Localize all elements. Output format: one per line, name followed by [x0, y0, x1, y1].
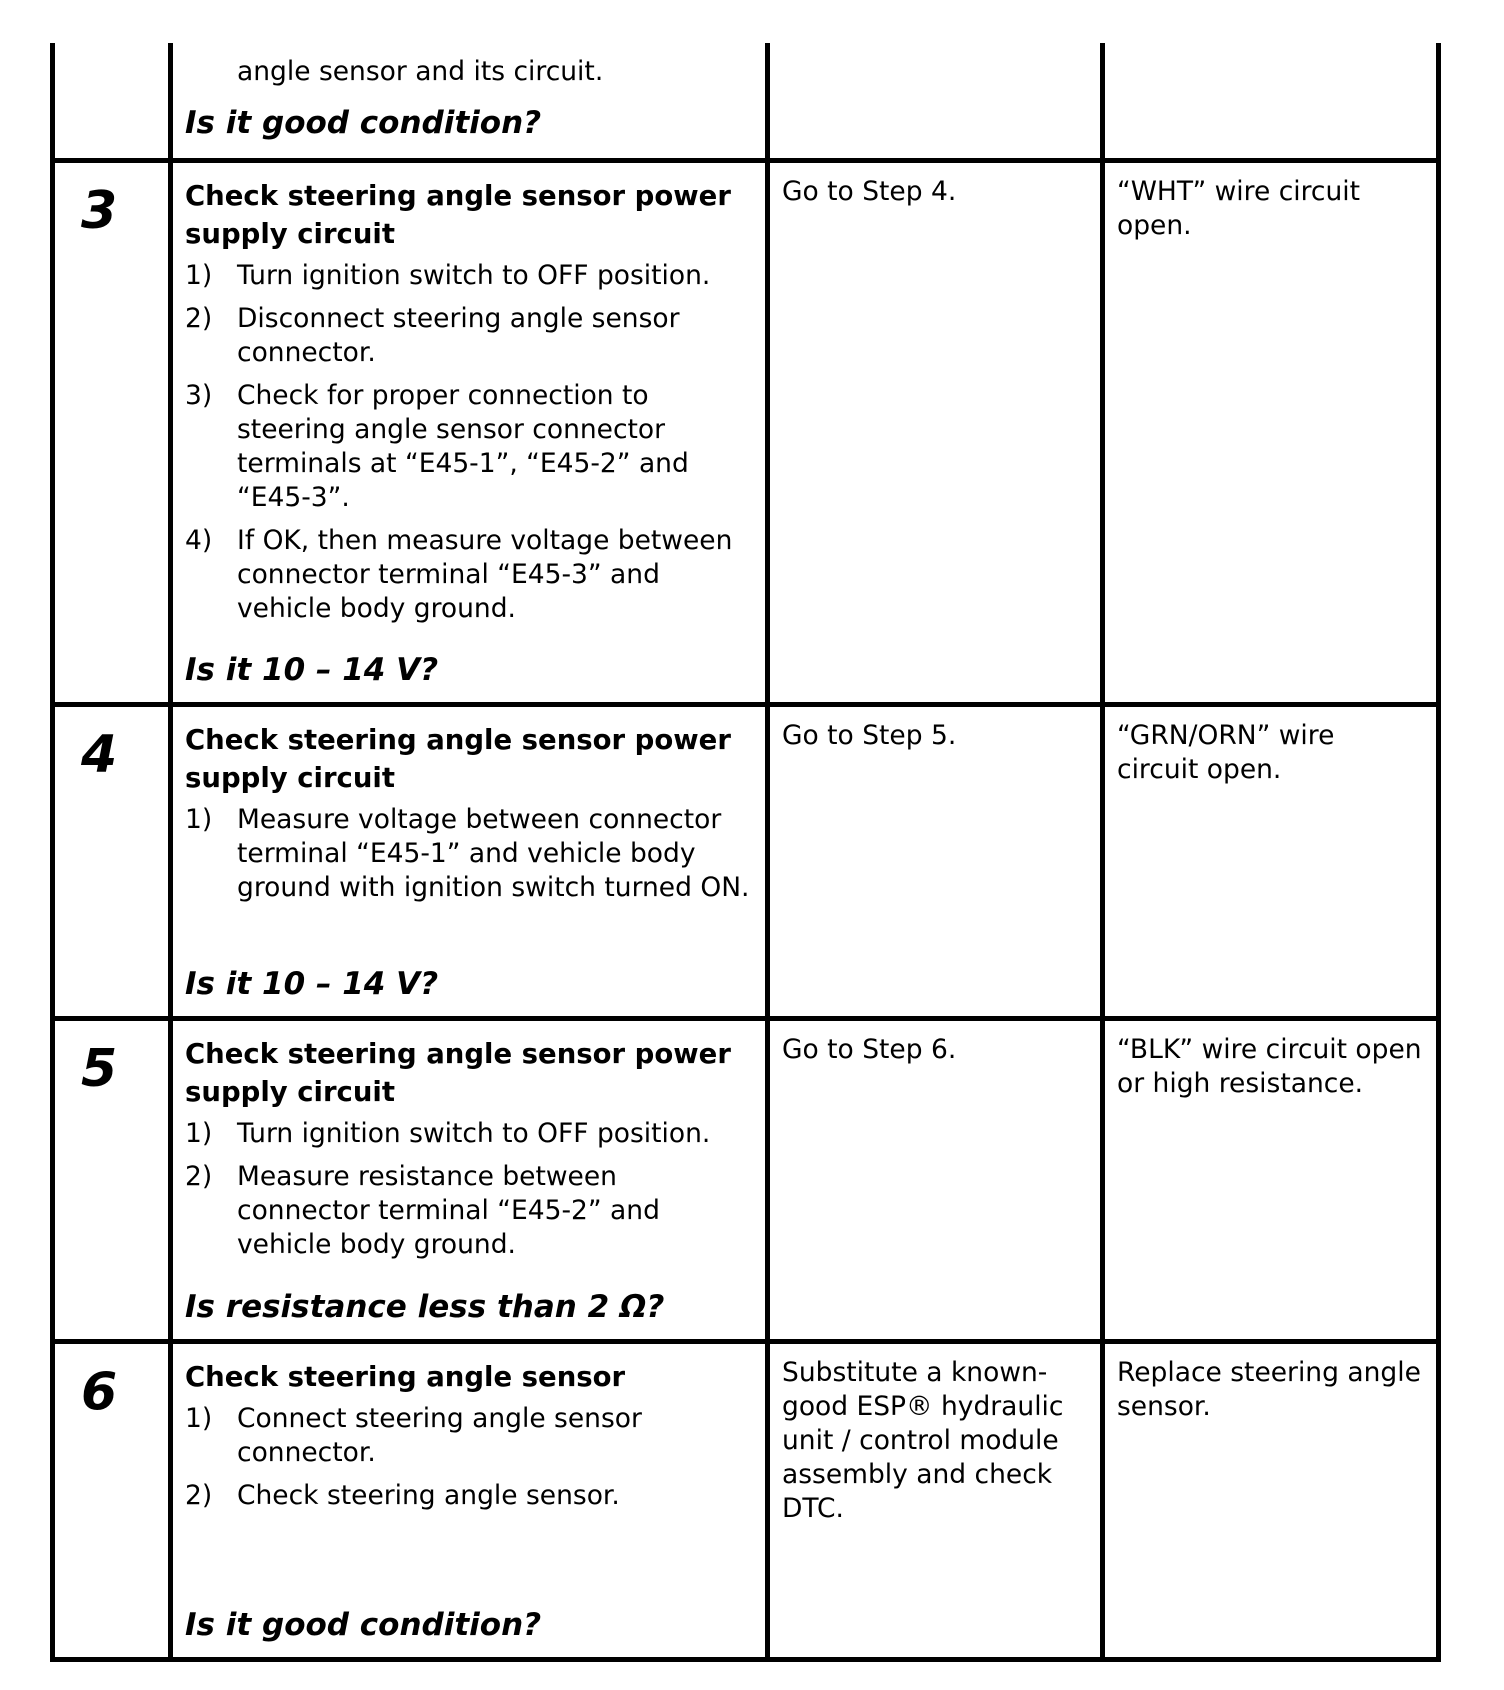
question-text: Is it 10 – 14 V? [185, 965, 439, 1002]
no-result: “WHT” wire circuit open. [1117, 175, 1361, 241]
question-text: Is it good condition? [185, 105, 542, 141]
step-title: Check steering angle sensor power supply circuit [185, 179, 731, 250]
step-number: 4 [81, 724, 118, 785]
table-row-step-4 [53, 704, 1439, 1018]
no-cell [1103, 43, 1439, 160]
continuation-text: angle sensor and its circuit. [237, 56, 604, 87]
question-text: Is it 10 – 14 V? [185, 651, 439, 688]
procedure-list [185, 1402, 753, 1513]
yes-result: Go to Step 5. [782, 719, 957, 751]
step-number: 6 [81, 1361, 118, 1422]
action-cell [171, 704, 768, 1018]
procedure-list [185, 1117, 753, 1262]
step-number-cell [53, 1018, 171, 1341]
no-cell [1103, 1018, 1439, 1341]
yes-cell [768, 1341, 1103, 1659]
no-result: “BLK” wire circuit open or high resistance. [1117, 1033, 1422, 1099]
list-item: 1) Turn ignition switch to OFF position. [185, 1117, 711, 1149]
list-item: 2) Disconnect steering angle sensor connector. [185, 302, 680, 368]
action-cell [171, 1341, 768, 1659]
list-item: 3) Check for proper connection to steering angle sensor connector terminals at “E45-1”, “E45-2” and “E45-3”. [185, 379, 689, 513]
step-title: Check steering angle sensor power supply circuit [185, 723, 731, 794]
step-number-cell [53, 704, 171, 1018]
step-title: Check steering angle sensor [185, 1360, 626, 1393]
no-cell [1103, 1341, 1439, 1659]
procedure-list [185, 259, 753, 626]
table-row-step-3 [53, 160, 1439, 704]
no-result: Replace steering angle sensor. [1117, 1356, 1421, 1422]
step-title: Check steering angle sensor power supply circuit [185, 1037, 731, 1108]
yes-cell [768, 704, 1103, 1018]
list-item: 2) Check steering angle sensor. [185, 1479, 620, 1511]
troubleshooting-table [50, 43, 1441, 1662]
action-cell [171, 43, 768, 160]
yes-cell [768, 43, 1103, 160]
list-item: 4) If OK, then measure voltage between connector terminal “E45-3” and vehicle body ground. [185, 524, 733, 624]
no-cell [1103, 160, 1439, 704]
yes-result: Substitute a known-good ESP® hydraulic unit / control module assembly and check DTC. [782, 1356, 1064, 1524]
yes-result: Go to Step 6. [782, 1033, 957, 1065]
procedure-list [185, 803, 753, 905]
question-text: Is it good condition? [185, 1606, 542, 1643]
list-item: 2) Measure resistance between connector terminal “E45-2” and vehicle body ground. [185, 1160, 660, 1260]
step-number-cell [53, 43, 171, 160]
list-item: 1) Connect steering angle sensor connector. [185, 1402, 642, 1468]
yes-result: Go to Step 4. [782, 175, 957, 207]
table-row-continuation [53, 43, 1439, 160]
table-row-step-5 [53, 1018, 1439, 1341]
no-cell [1103, 704, 1439, 1018]
action-cell [171, 160, 768, 704]
step-number: 5 [81, 1038, 118, 1099]
no-result: “GRN/ORN” wire circuit open. [1117, 719, 1335, 785]
yes-cell [768, 1018, 1103, 1341]
list-item: 1) Turn ignition switch to OFF position. [185, 259, 711, 291]
step-number-cell [53, 160, 171, 704]
table-row-step-6 [53, 1341, 1439, 1659]
list-item: 1) Measure voltage between connector terminal “E45-1” and vehicle body ground with ignition switch turned ON. [185, 803, 750, 903]
yes-cell [768, 160, 1103, 704]
action-cell [171, 1018, 768, 1341]
step-number-cell [53, 1341, 171, 1659]
step-number: 3 [81, 180, 118, 241]
question-text: Is resistance less than 2 Ω? [185, 1288, 665, 1325]
